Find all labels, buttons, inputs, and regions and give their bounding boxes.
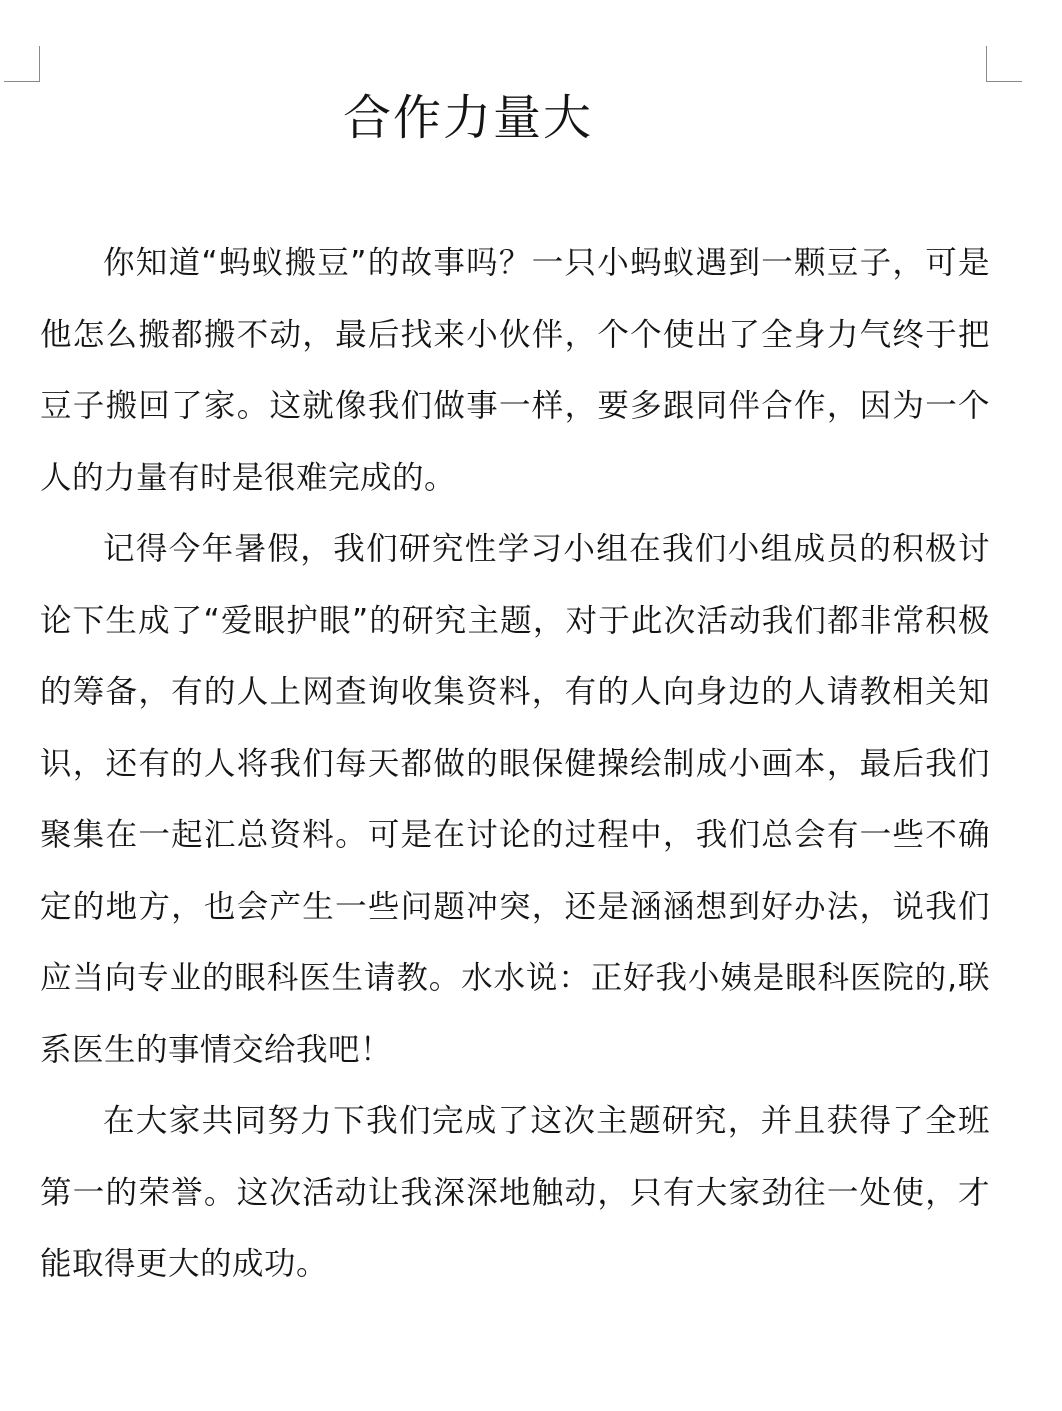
document-title: 合作力量大 (342, 90, 593, 146)
paragraph-2: 记得今年暑假，我们研究性学习小组在我们小组成员的积极讨论下生成了“爱眼护眼”的研究主题，对于此次活动我们都非常积极的筹备，有的人上网查询收集资料，有的人向身边的人请教相关知识，还有的人将我们每天都做的眼保健操绘制成小画本，最后我们聚集在一起汇总资料。可是在讨论的过程中，我们总会有一些不确定的地方，也会产生一些问题冲突，还是涵涵想到好办法，说我们应当向专业的眼科医生请教。水水说：正好我小姨是眼科医院的,联系医生的事情交给我吧！ (40, 531, 990, 1068)
page-corner-mark-top-right (986, 46, 1022, 82)
page-corner-mark-top-left (4, 46, 40, 82)
paragraph-3: 在大家共同努力下我们完成了这次主题研究，并且获得了全班第一的荣誉。这次活动让我深深地触动，只有大家劲往一处使，才能取得更大的成功。 (40, 1103, 990, 1282)
document-body (40, 228, 990, 1301)
paragraph-1: 你知道“蚂蚁搬豆”的故事吗？一只小蚂蚁遇到一颗豆子，可是他怎么搬都搬不动，最后找来小伙伴，个个使出了全身力气终于把豆子搬回了家。这就像我们做事一样，要多跟同伴合作，因为一个人的力量有时是很难完成的。 (40, 245, 990, 496)
